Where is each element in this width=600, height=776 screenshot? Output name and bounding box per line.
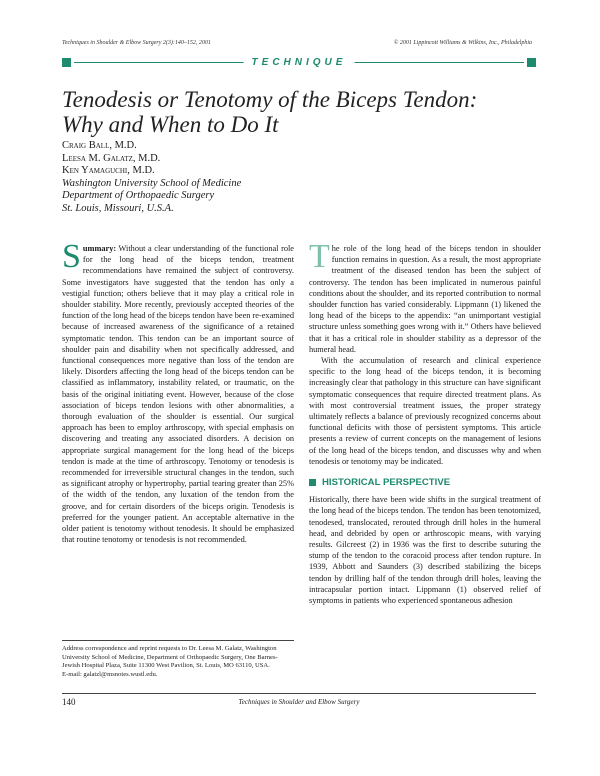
summary-lead: ummary: — [82, 244, 117, 253]
left-column — [62, 238, 294, 545]
page-number: 140 — [62, 697, 76, 707]
title-line-1: Tenodesis or Tenotomy of the Biceps Tendon: — [62, 87, 478, 112]
copyright-notice: © 2001 Lippincott Williams & Wilkins, Inc., Philadelphia — [393, 40, 532, 46]
footer-journal-name: Techniques in Shoulder and Elbow Surgery — [238, 698, 360, 706]
summary-dropcap: S — [62, 238, 81, 275]
historical-paragraph: Historically, there have been wide shifts in the surgical treatment of the long head of the biceps tendon. The tendon has been tenotomized, tenodesed, translocated, rerouted through drill holes in the humeral head, and debrided by open or arthroscopic means, with varying results. Gilcreest (2) in 1936 was the first to describe suturing the stump of the tendon to the coracoid process after tendon rupture. In 1939, Abbott and Saunders (3) described stabilizing the biceps tendon by drilling half of the tendon through drill holes, leaving the intracapsular portion intact. Lippmann (1) observed relief of symptoms in patients who experienced spontaneous adhesion — [309, 495, 541, 606]
section-band — [62, 57, 536, 69]
intro-paragraph-2: With the accumulation of research and clinical experience specific to the long head of the biceps tendon, it is becoming increasingly clear that pathology in this structure can have significant symptomatic consequences that require directed treatment plans. As with most controversial treatment issues, the proper strategy ultimately reflects a balance of previously recognized concerns about functional deficits with those of persistent symptoms. This article presents a review of current concepts on the management of lesions of the long head of the biceps tendon, and discusses why and when tenodesis or tenotomy may be indicated. — [309, 356, 541, 466]
author-block — [62, 140, 362, 215]
author-name: Leesa M. Galatz, M.D. — [62, 152, 161, 164]
footer-rule — [62, 693, 536, 694]
historical-heading — [309, 477, 541, 488]
affiliation-line: Washington University School of Medicine — [62, 177, 242, 189]
intro-paragraph-1 — [309, 238, 541, 355]
article-title — [62, 87, 542, 137]
summary-paragraph — [62, 238, 294, 545]
right-column — [309, 238, 541, 606]
correspondence-note — [62, 640, 294, 679]
title-line-2: Why and When to Do It — [62, 112, 279, 137]
heading-square-icon — [309, 479, 316, 486]
footnote-rule — [62, 640, 294, 641]
journal-citation: Techniques in Shoulder & Elbow Surgery 2(3):140–152, 2001 — [62, 40, 211, 46]
correspondence-address: Address correspondence and reprint requests to Dr. Leesa M. Galatz, Washington University School of Medicine, Department of Orthopaedic Surgery, One Barnes-Jewish Hospital Plaza, Suite 11300 West Pavilion, St. Louis, MO 63110, USA. — [62, 645, 278, 670]
summary-text: Without a clear understanding of the functional role for the long head of the biceps tendon, treatment recommendations have remained the subject of controversy. Some investigators have suggested that the tendon has only a vestigial function; others believe that it may play a critical role in shoulder stability. More recently, previously accepted theories of the function of the long head of the biceps tendon have been re-examined because of increased awareness of the significance of a retained symptomatic tendon. This tendon can be an important source of shoulder pain and disability when not specifically addressed, and functional consequences more negative than loss of the tendon are likely. Disorders affecting the long head of the biceps tendon can be classified as inflammatory, instability related, or traumatic, on the basis of the original initiating event. However, because of the close association of biceps tendon lesions with other abnormalities, a thorough evaluation of the shoulder is essential. Our surgical approach has been to employ arthroscopy, with special emphasis on discovering and treating any associated disorders. A decision on appropriate surgical management for the long head of the biceps tendon is made at the time of arthroscopy. Tenotomy or tenodesis is recommended for irreversible structural changes in the tendon, such as significant atrophy or hypertrophy, partial tearing greater than 25% of the width of the tendon, any luxation of the tendon from the groove, and for certain disorders of the biceps origin. Tenodesis is preferred for the younger patient. An acceptable alternative in the older patient is tenotomy without tenodesis. It should be emphasized that routine tenotomy or tenodesis is not recommended. — [62, 244, 294, 545]
historical-heading-text: HISTORICAL PERSPECTIVE — [322, 477, 451, 489]
author-name: Craig Ball, M.D. — [62, 140, 137, 151]
section-label: TECHNIQUE — [244, 57, 355, 68]
intro-dropcap: T — [309, 238, 330, 275]
correspondence-email: E-mail: galatzl@msnotes.wustl.edu. — [62, 670, 158, 678]
affiliation-line: St. Louis, Missouri, U.S.A. — [62, 202, 174, 214]
affiliation-line: Department of Orthopaedic Surgery — [62, 190, 215, 201]
author-name: Ken Yamaguchi, M.D. — [62, 165, 155, 176]
green-square-icon — [62, 58, 71, 67]
green-square-icon — [527, 58, 536, 67]
intro-text-1: he role of the long head of the biceps tendon in shoulder function remains in question. As a result, the most appropriate treatment of the diseased tendon has been the subject of controversy. The tendon has been implicated in numerous painful conditions about the shoulder, and its reported contribution to normal shoulder function has varied considerably. Lippmann (1) likened the long head of the biceps to the appendix: “an unimportant vestigial structure unless something goes wrong with it.” Others have believed that it has a critical role in shoulder stability as a depressor of the humeral head. — [309, 244, 541, 354]
